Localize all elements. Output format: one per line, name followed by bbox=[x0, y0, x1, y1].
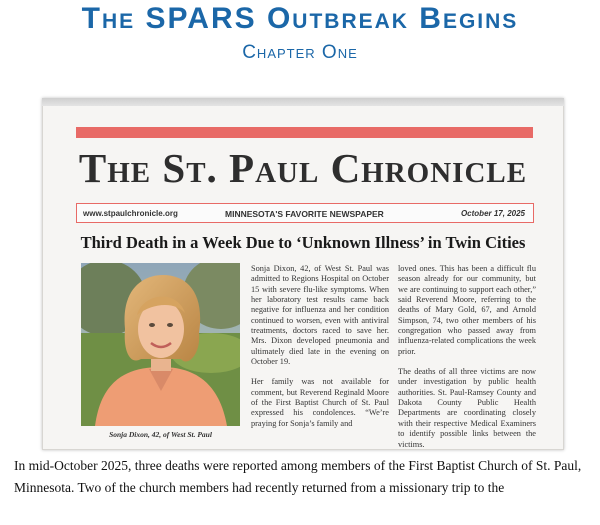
article-photo bbox=[81, 263, 240, 426]
article-paragraph: Her family was not available for comment, but Reverend Reginald Moore of the First Baptist Church of St. Paul expressed his condolences. “We’re praying for Sonja’s family and bbox=[251, 377, 389, 428]
newspaper-masthead: The St. Paul Chronicle bbox=[78, 145, 528, 191]
article-paragraph: The deaths of all three victims are now under investigation by public health authorities. St. Paul-Ramsey County and Dakota County Public Health Departments are coordinating closely with their respective Medical Examiners to identify possible links between the victims. bbox=[398, 367, 536, 449]
chapter-title: Chapter One bbox=[242, 42, 358, 63]
masthead-info-strip bbox=[76, 203, 534, 223]
newspaper-url: www.stpaulchronicle.org bbox=[83, 209, 178, 218]
photo-caption: Sonja Dixon, 42, of West St. Paul bbox=[109, 430, 212, 439]
red-banner-bar bbox=[76, 127, 533, 138]
body-paragraph: In mid-October 2025, three deaths were reported among members of the First Baptist Church of St. Paul, Minnesota. Two of the church members had recently returned from a missionary trip to the bbox=[14, 458, 582, 495]
article-column-1 bbox=[251, 264, 389, 439]
article-paragraph: loved ones. This has been a difficult flu season already for our community, but we are continuing to support each other,” said Reverend Moore, referring to the deaths of Mary Gold, 67, and Arnold Simpson, 74, two other members of his congregation who passed away from influenza-related complications the week prior. bbox=[398, 264, 536, 356]
newspaper-tagline: MINNESOTA'S FAVORITE NEWSPAPER bbox=[225, 209, 384, 219]
book-title: The SPARS Outbreak Begins bbox=[81, 2, 519, 35]
article-paragraph: Sonja Dixon, 42, of West St. Paul was admitted to Regions Hospital on October 15 with severe flu-like symptoms. When her laboratory test results came back negative for influenza and her condition continued to worsen, even with antiviral treatments, doctors raced to save her. Mrs. Dixon developed pneumonia and ultimately died late in the evening on October 19. bbox=[251, 264, 389, 367]
newspaper-top-edge bbox=[42, 98, 564, 106]
article-column-2 bbox=[398, 264, 536, 460]
issue-date: October 17, 2025 bbox=[460, 209, 525, 218]
article-headline: Third Death in a Week Due to ‘Unknown Illness’ in Twin Cities bbox=[80, 233, 526, 252]
